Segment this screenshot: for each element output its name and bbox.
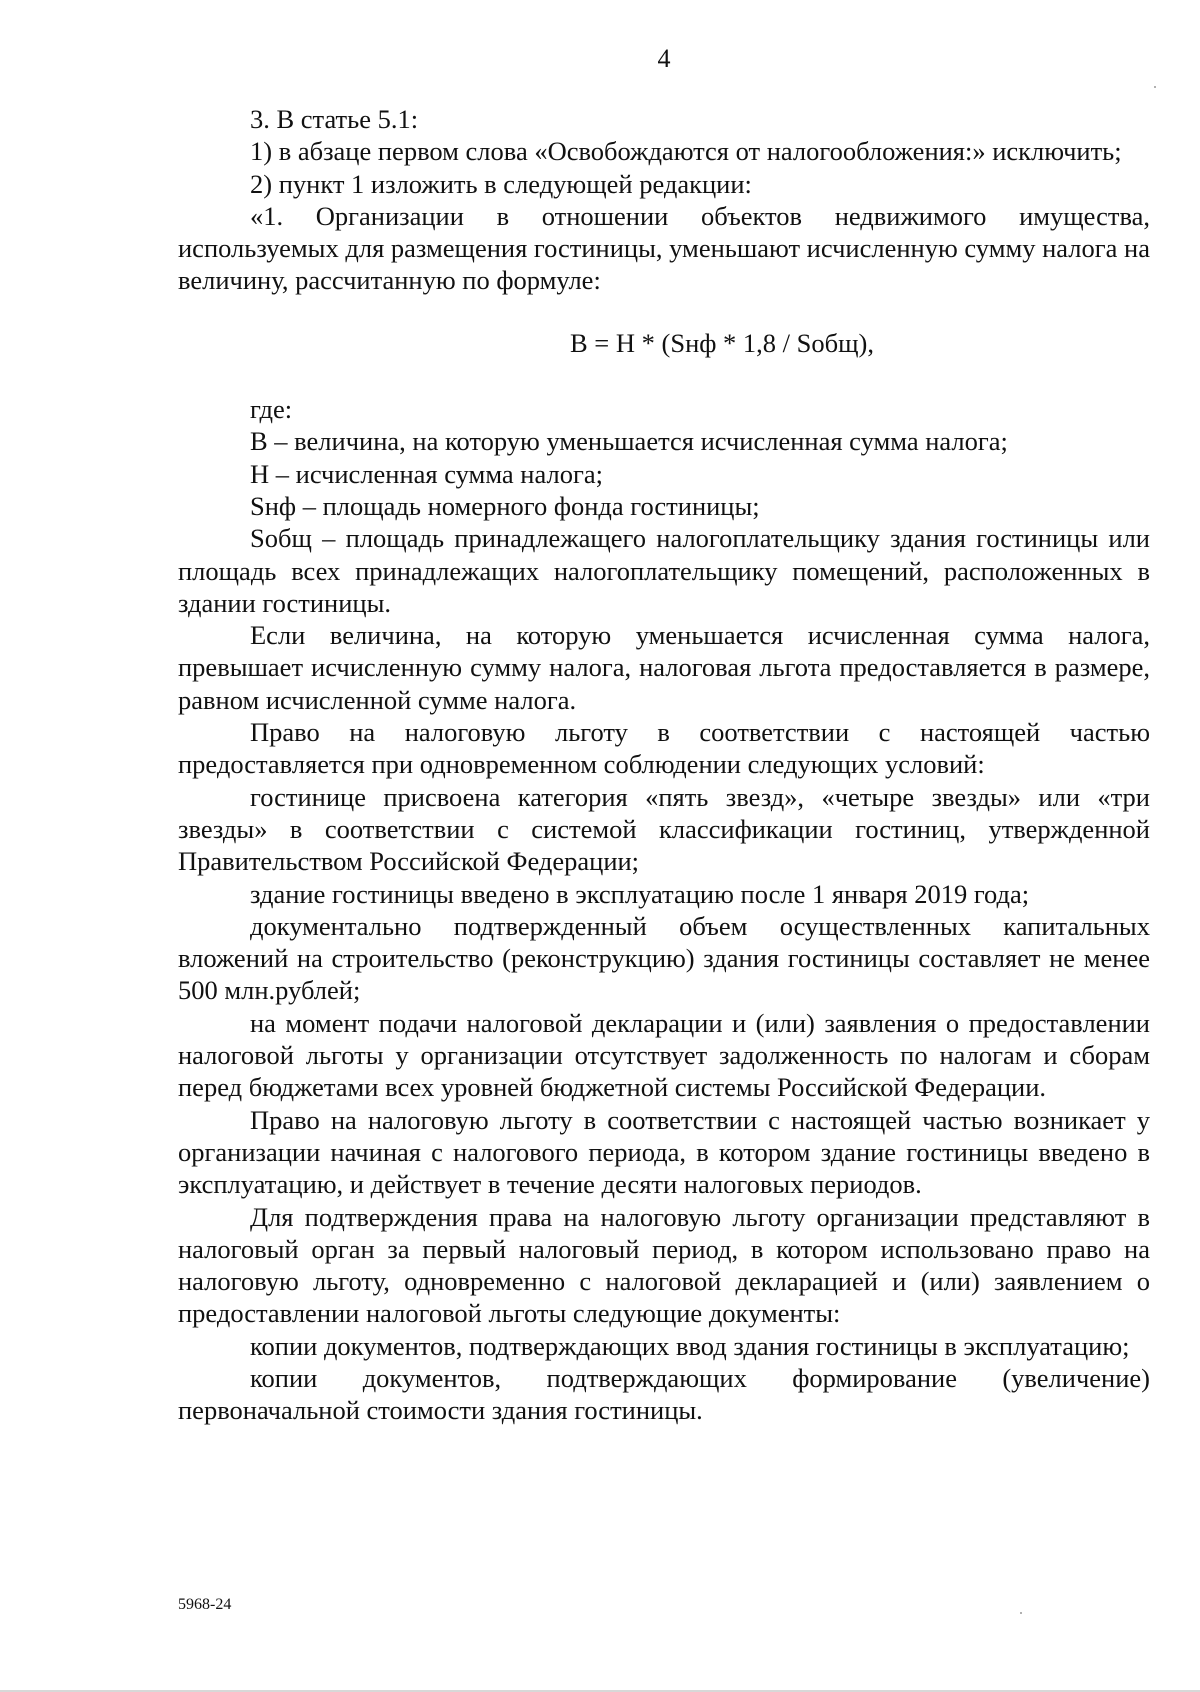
- scan-speck: [1020, 1612, 1022, 1614]
- paragraph-condition-investment: документально подтвержденный объем осуществленных капитальных вложений на строительство (реконструкцию) здания гостиницы составляет не менее 500 млн.рублей;: [178, 910, 1150, 1006]
- page-number: 4: [657, 44, 671, 73]
- paragraph-def-h: Н – исчисленная сумма налога;: [250, 458, 603, 489]
- paragraph-document-cost: копии документов, подтверждающих формирование (увеличение) первоначальной стоимости здания гостиницы.: [178, 1362, 1150, 1426]
- paragraph-def-b: В – величина, на которую уменьшается исчисленная сумма налога;: [250, 426, 1008, 457]
- paragraph-condition-no-debt: на момент подачи налоговой декларации и (или) заявления о предоставлении налоговой льготы у организации отсутствует задолженность по налогам и сборам перед бюджетами всех уровней бюджетной системы Российской Федерации.: [178, 1007, 1150, 1103]
- paragraph-document-commissioning: копии документов, подтверждающих ввод здания гостиницы в эксплуатацию;: [250, 1330, 1130, 1361]
- paragraph-conditions-intro: Право на налоговую льготу в соответствии с настоящей частью предоставляется при одновременном соблюдении следующих условий:: [178, 717, 1150, 780]
- footer-code: 5968-24: [178, 1596, 232, 1613]
- paragraph-condition-category: гостинице присвоена категория «пять звезд», «четыре звезды» или «три звезды» в соответствии с системой классификации гостиниц, утвержденной Правительством Российской Федерации;: [178, 781, 1150, 877]
- formula: В = Н * (Sнф * 1,8 / Sобщ),: [570, 327, 874, 358]
- paragraph-def-sobsh: Sобщ – площадь принадлежащего налогоплательщику здания гостиницы или площадь всех принадлежащих налогоплательщику помещений, расположенных в здании гостиницы.: [178, 523, 1150, 618]
- paragraph-documents-intro: Для подтверждения права на налоговую льготу организации представляют в налоговый орган за первый налоговый период, в котором использовано право на налоговую льготу, одновременно с налоговой декларацией и (или) заявлением о предоставлении налоговой льготы следующие документы:: [178, 1201, 1150, 1329]
- paragraph-item-1: 1) в абзаце первом слова «Освобождаются от налогообложения:» исключить;: [250, 136, 1122, 167]
- paragraph-exceeds: Если величина, на которую уменьшается исчисленная сумма налога, превышает исчисленную сумму налога, налоговая льгота предоставляется в размере, равном исчисленной сумме налога.: [178, 620, 1150, 715]
- paragraph-item-2: 2) пункт 1 изложить в следующей редакции:: [250, 168, 752, 199]
- paragraph-def-snf: Sнф – площадь номерного фонда гостиницы;: [250, 490, 760, 521]
- paragraph-condition-date: здание гостиницы введено в эксплуатацию после 1 января 2019 года;: [250, 878, 1030, 909]
- paragraph-point-1: «1. Организации в отношении объектов недвижимого имущества, используемых для размещения гостиницы, уменьшают исчисленную сумму налога на величину, рассчитанную по формуле:: [178, 200, 1150, 296]
- scan-speck: [1154, 86, 1156, 88]
- paragraph-right-period: Право на налоговую льготу в соответствии с настоящей частью возникает у организации начиная с налогового периода, в котором здание гостиницы введено в эксплуатацию, и действует в течение десяти налоговых периодов.: [178, 1104, 1150, 1200]
- document-body: [178, 103, 1150, 1427]
- paragraph-article-heading: 3. В статье 5.1:: [250, 104, 419, 134]
- paragraph-where: где:: [250, 394, 293, 425]
